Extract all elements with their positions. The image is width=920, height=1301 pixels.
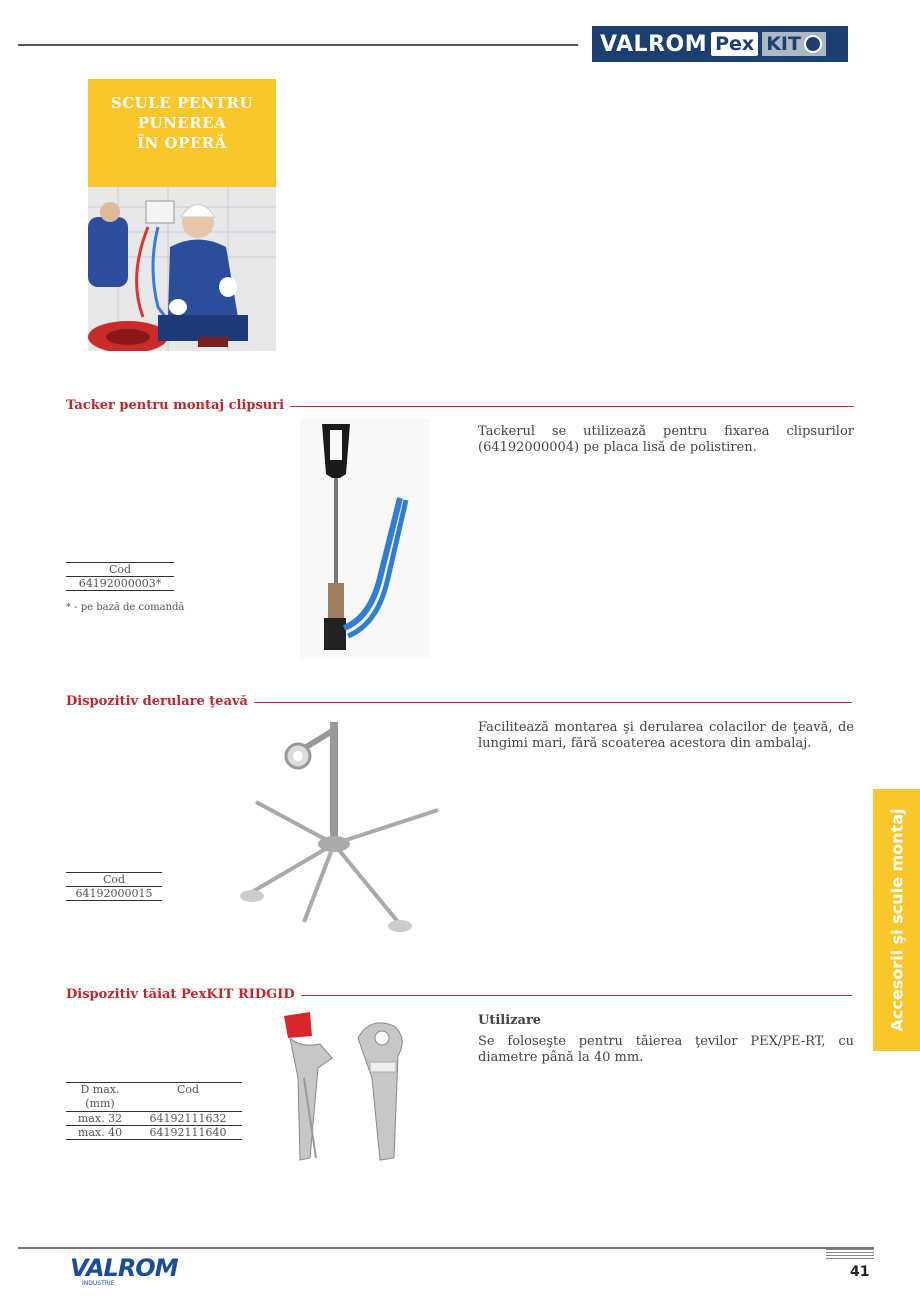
header-rule xyxy=(18,44,578,46)
brand-valrom: VALROM xyxy=(600,31,708,57)
dmax-value: max. 32 xyxy=(77,1112,123,1125)
page-number-lines xyxy=(826,1249,874,1259)
unroller-title: Dispozitiv derulare ţeavă xyxy=(66,694,254,709)
table-row xyxy=(66,1083,242,1112)
brand-kit-label: KIT xyxy=(766,33,801,55)
unroller-image xyxy=(238,712,442,944)
order-note: * - pe bază de comandă xyxy=(66,602,185,613)
banner-line-2: PUNEREA xyxy=(137,114,227,132)
footer-logo-text: VALROM xyxy=(70,1254,178,1282)
cutter-title: Dispozitiv tăiat PexKIT RIDGID xyxy=(66,987,301,1002)
tacker-title: Tacker pentru montaj clipsuri xyxy=(66,398,290,413)
brand-logo xyxy=(592,26,848,62)
page-number: 41 xyxy=(850,1264,870,1280)
footer-logo xyxy=(70,1255,188,1287)
banner-line-1: SCULE PENTRU xyxy=(110,94,254,112)
code-value: 64192111640 xyxy=(149,1126,227,1139)
code-value: 64192000003* xyxy=(66,577,174,591)
banner-line-3: ÎN OPERĂ xyxy=(137,134,227,152)
table-row xyxy=(66,577,174,591)
tacker-code-table xyxy=(66,562,174,591)
footer-rule xyxy=(18,1247,874,1249)
side-tab-label: Accesorii şi scule montaj xyxy=(887,808,906,1032)
worker-photo xyxy=(88,187,276,351)
tacker-image xyxy=(300,418,430,658)
code-value: 64192000015 xyxy=(66,887,162,901)
code-header: Cod xyxy=(66,563,174,577)
footer-logo-sub: INDUSTRIE xyxy=(82,1280,115,1287)
unroller-description: Facilitează montarea şi derularea colacilor de ţeavă, de lungimi mari, fără scoaterea acestora din ambalaj. xyxy=(478,720,854,751)
cutter-code-table xyxy=(66,1082,242,1140)
dmax-header: D max. (mm) xyxy=(66,1083,134,1112)
code-header: Cod xyxy=(66,873,162,887)
banner xyxy=(88,79,276,187)
section-side-tab xyxy=(873,789,920,1051)
code-header: Cod xyxy=(134,1083,242,1112)
brand-kit xyxy=(762,32,826,56)
tacker-description: Tackerul se utilizează pentru fixarea clipsurilor (64192000004) pe placa lisă de polistiren. xyxy=(478,424,854,455)
cutter-image xyxy=(270,1008,430,1166)
table-row xyxy=(66,563,174,577)
cutter-description: Se foloseşte pentru tăierea ţevilor PEX/PE-RT, cu diametre până la 40 mm. xyxy=(478,1034,854,1065)
usage-title: Utilizare xyxy=(478,1013,542,1028)
code-value: 64192111632 xyxy=(149,1112,227,1125)
brand-pex: Pex xyxy=(711,32,758,56)
unroller-code-table xyxy=(66,872,162,901)
table-row xyxy=(66,1126,242,1140)
table-row xyxy=(66,1112,242,1126)
pex-ring-icon xyxy=(804,35,822,53)
dmax-value: max. 40 xyxy=(77,1126,123,1139)
table-row xyxy=(66,873,162,887)
table-row xyxy=(66,887,162,901)
